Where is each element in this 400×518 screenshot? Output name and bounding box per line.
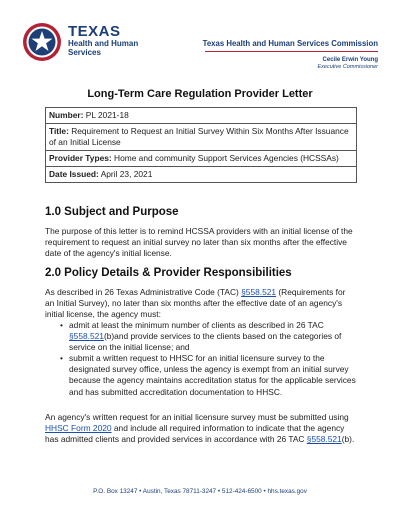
- number-label: Number:: [49, 110, 84, 120]
- bullet-icon: •: [60, 320, 63, 330]
- requirements-list: [60, 320, 357, 398]
- bullet-1-post: (b)and provide services to the clients based on the categories of service on the initial license; and: [69, 331, 342, 353]
- footer-contact: P.O. Box 13247 • Austin, Texas 78711-3247 • 512-424-6500 • hhs.texas.gov: [93, 488, 307, 495]
- brand-wordmark: [68, 24, 138, 57]
- texas-hhs-seal-icon: [22, 22, 62, 62]
- date-issued-value: April 23, 2021: [100, 169, 153, 179]
- title-label: Title:: [49, 126, 69, 136]
- provider-types-label: Provider Types:: [49, 153, 112, 163]
- letter-info-table: [45, 107, 357, 183]
- info-row-provider-types: [46, 151, 356, 167]
- agency-name: Texas Health and Human Services Commission: [202, 39, 378, 48]
- closing-post: (b).: [341, 434, 355, 445]
- hhsc-form-2020-link[interactable]: HHSC Form 2020: [45, 423, 112, 434]
- brand-line-texas: TEXAS: [68, 23, 121, 40]
- tac-558-521-link[interactable]: §558.521: [69, 331, 104, 342]
- title-value: Requirement to Request an Initial Survey Within Six Months After Issuance of an Initial License: [49, 126, 349, 147]
- intro-text-pre: As described in 26 Texas Administrative Code (TAC): [45, 287, 242, 297]
- closing-pre: An agency's written request for an initial licensure survey must be submitted using: [45, 412, 349, 422]
- brand-line-health: Health and Human: [68, 39, 139, 48]
- commissioner-name: Cecile Erwin Young: [322, 57, 378, 63]
- document-title: Long-Term Care Regulation Provider Letter: [87, 88, 313, 100]
- info-row-date-issued: [46, 167, 356, 182]
- date-issued-label: Date Issued:: [49, 169, 99, 179]
- intro-text-post: (Requirements for an Initial Survey), no later than six months after the effective date of an agency's initial license, the agency must:: [45, 287, 346, 320]
- bullet-1-pre: admit at least the minimum number of clients as described in 26 TAC: [69, 320, 324, 330]
- commissioner-block: [317, 56, 378, 71]
- info-row-title: [46, 124, 356, 151]
- list-item: [60, 353, 357, 397]
- tac-558-521-link[interactable]: §558.521: [241, 287, 277, 297]
- commissioner-title: Executive Commissioner: [317, 64, 378, 70]
- bullet-icon: •: [60, 353, 63, 364]
- section-1-body: The purpose of this letter is to remind HCSSA providers with an initial license of the requirement to request an initial survey no later than six months after the effective date of the agency's initial license.: [45, 226, 353, 259]
- header-divider: [205, 51, 378, 52]
- section-2-heading: 2.0 Policy Details & Provider Responsibilities: [45, 267, 292, 279]
- closing-mid: and include all required information to indicate that the agency has admitted clients and provided services in accordance with 26 TAC: [45, 423, 345, 445]
- tac-558-521-link[interactable]: §558.521: [306, 434, 342, 445]
- list-item: [60, 320, 357, 353]
- info-row-number: [46, 108, 356, 124]
- section-2-intro: [45, 287, 357, 320]
- brand-line-services: Services: [68, 48, 101, 57]
- section-1-heading: 1.0 Subject and Purpose: [45, 206, 179, 218]
- provider-types-value: Home and community Support Services Agencies (HCSSAs): [114, 153, 339, 163]
- number-value: PL 2021-18: [85, 110, 129, 120]
- bullet-2-text: submit a written request to HHSC for an initial licensure survey to the designated survey office, unless the agency is exempt from an initial survey because the agency maintains accreditation status for the applicable services and has submitted accreditation documentation to HHSC.: [69, 353, 356, 397]
- section-2-closing: [45, 412, 357, 445]
